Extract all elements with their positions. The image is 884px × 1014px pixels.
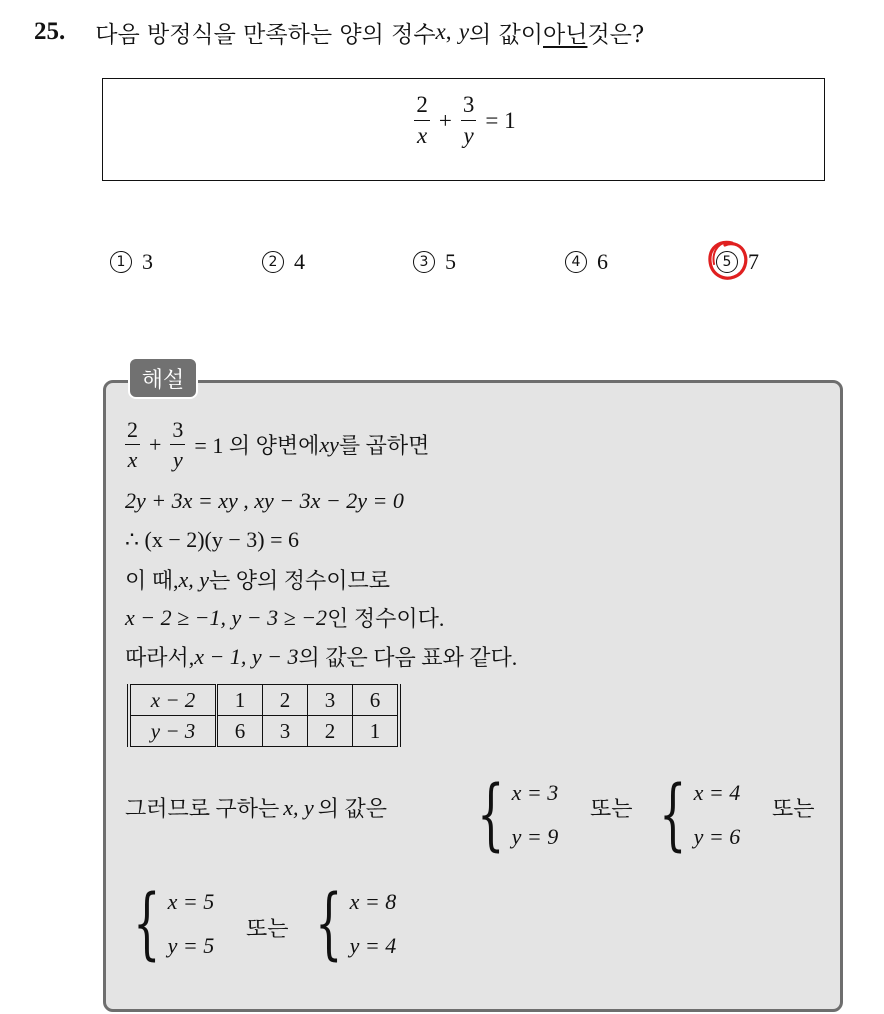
choice-value: 5 — [445, 249, 456, 274]
question-number: 25. — [34, 18, 66, 45]
choice-value: 4 — [294, 249, 305, 274]
solution-text: = 1 의 양변에 — [194, 433, 320, 459]
answer-circle-icon — [703, 236, 753, 286]
table-header-cell: y − 3 — [129, 716, 217, 747]
equals-one: = 1 — [485, 107, 516, 133]
fraction-3-over-y — [461, 93, 477, 149]
system-x: x = 4 — [693, 780, 741, 805]
question-comma: , — [445, 19, 452, 44]
equation — [103, 93, 824, 149]
system-x: x = 5 — [167, 889, 215, 914]
solution-text: 인 정수이다. — [327, 606, 445, 631]
or-text-2: 또는 — [772, 796, 815, 821]
table-header-cell: x − 2 — [129, 685, 217, 716]
left-brace-icon: { — [659, 770, 687, 860]
solution-line-2: 2y + 3x = xy , xy − 3x − 2y = 0 — [125, 488, 404, 513]
question-var-y: y — [458, 19, 470, 44]
system-y: y = 9 — [511, 824, 559, 849]
solution-text: 이 때, — [125, 568, 179, 593]
question-var-x: x — [435, 19, 446, 44]
table-cell: 2 — [263, 685, 308, 716]
system-3 — [122, 880, 214, 968]
question-underlined-word: 아닌 — [543, 21, 588, 48]
table-cell: 3 — [308, 685, 353, 716]
choice-3[interactable] — [413, 246, 456, 278]
table-cell: 1 — [217, 685, 263, 716]
solution-text: 는 양의 정수이므로 — [209, 568, 391, 593]
left-brace-icon: { — [477, 770, 505, 860]
question-text-c: 것은? — [587, 21, 645, 48]
system-x: x = 3 — [511, 780, 559, 805]
question-line — [34, 14, 644, 50]
choice-value: 6 — [597, 249, 608, 274]
choice-1[interactable] — [110, 246, 153, 278]
solution-line-1 — [125, 418, 429, 471]
solution-math: xy — [319, 431, 339, 457]
system-y: y = 5 — [167, 933, 215, 958]
solution-line-3: ∴ (x − 2)(y − 3) = 6 — [125, 527, 300, 552]
numerator: 3 — [172, 417, 184, 442]
solution-math: x, y — [178, 566, 210, 592]
fraction-bar — [170, 444, 185, 445]
solution-tag: 해설 — [128, 357, 198, 399]
table-cell: 2 — [308, 716, 353, 747]
table-cell: 6 — [217, 716, 263, 747]
table-cell: 3 — [263, 716, 308, 747]
fraction-2-over-x — [125, 418, 140, 471]
or-text-1: 또는 — [590, 796, 633, 821]
solution-line-4 — [125, 564, 390, 595]
numerator: 2 — [416, 92, 428, 117]
question-text-b: 의 값이 — [469, 21, 544, 48]
system-x: x = 8 — [349, 889, 397, 914]
circled-number-icon: 1 — [110, 251, 132, 273]
solution-math: x, y — [283, 794, 314, 820]
circled-number-icon: 4 — [565, 251, 587, 273]
system-4 — [304, 880, 396, 968]
solution-text: 그러므로 구하는 — [125, 796, 280, 821]
solution-text: 를 곱하면 — [338, 433, 430, 459]
left-brace-icon: { — [133, 879, 161, 969]
solution-line-6 — [125, 641, 517, 672]
value-table — [127, 684, 401, 747]
circled-number-icon: 2 — [262, 251, 284, 273]
table-row — [129, 685, 399, 716]
denominator: y — [173, 447, 183, 473]
or-text-3: 또는 — [246, 916, 289, 941]
fraction-bar — [414, 120, 430, 121]
fraction-bar — [461, 120, 477, 121]
system-y: y = 6 — [693, 824, 741, 849]
solution-math: x − 1, y − 3 — [194, 643, 299, 669]
solution-text: 따라서, — [125, 645, 195, 670]
denominator: x — [417, 123, 428, 149]
left-brace-icon: { — [315, 879, 343, 969]
solution-line-7 — [125, 792, 387, 823]
choice-4[interactable] — [565, 246, 608, 278]
fraction-2-over-x — [414, 93, 430, 149]
numerator: 2 — [127, 417, 138, 442]
system-y: y = 4 — [349, 933, 397, 958]
plus-sign: + — [438, 107, 452, 133]
choice-value: 7 — [748, 249, 759, 274]
system-2 — [648, 771, 740, 859]
fraction-3-over-y — [170, 418, 185, 471]
numerator: 3 — [462, 92, 475, 117]
fraction-bar — [125, 444, 140, 445]
plus-sign: + — [149, 431, 162, 457]
choice-value: 3 — [142, 249, 153, 274]
solution-line-5 — [125, 602, 444, 633]
table-cell: 6 — [353, 685, 400, 716]
choice-2[interactable] — [262, 246, 305, 278]
denominator: y — [463, 123, 474, 149]
solution-text: 의 값은 다음 표와 같다. — [298, 645, 518, 670]
circled-number-icon: 3 — [413, 251, 435, 273]
table-cell: 1 — [353, 716, 400, 747]
circled-number-icon: 5 — [716, 251, 738, 273]
solution-text: 의 값은 — [317, 796, 388, 821]
equation-box — [102, 78, 825, 181]
solution-math: x − 2 ≥ −1, y − 3 ≥ −2 — [125, 604, 328, 630]
question-text-a: 다음 방정식을 만족하는 양의 정수 — [95, 21, 436, 48]
system-1 — [466, 771, 558, 859]
denominator: x — [127, 447, 138, 473]
table-row — [129, 716, 399, 747]
